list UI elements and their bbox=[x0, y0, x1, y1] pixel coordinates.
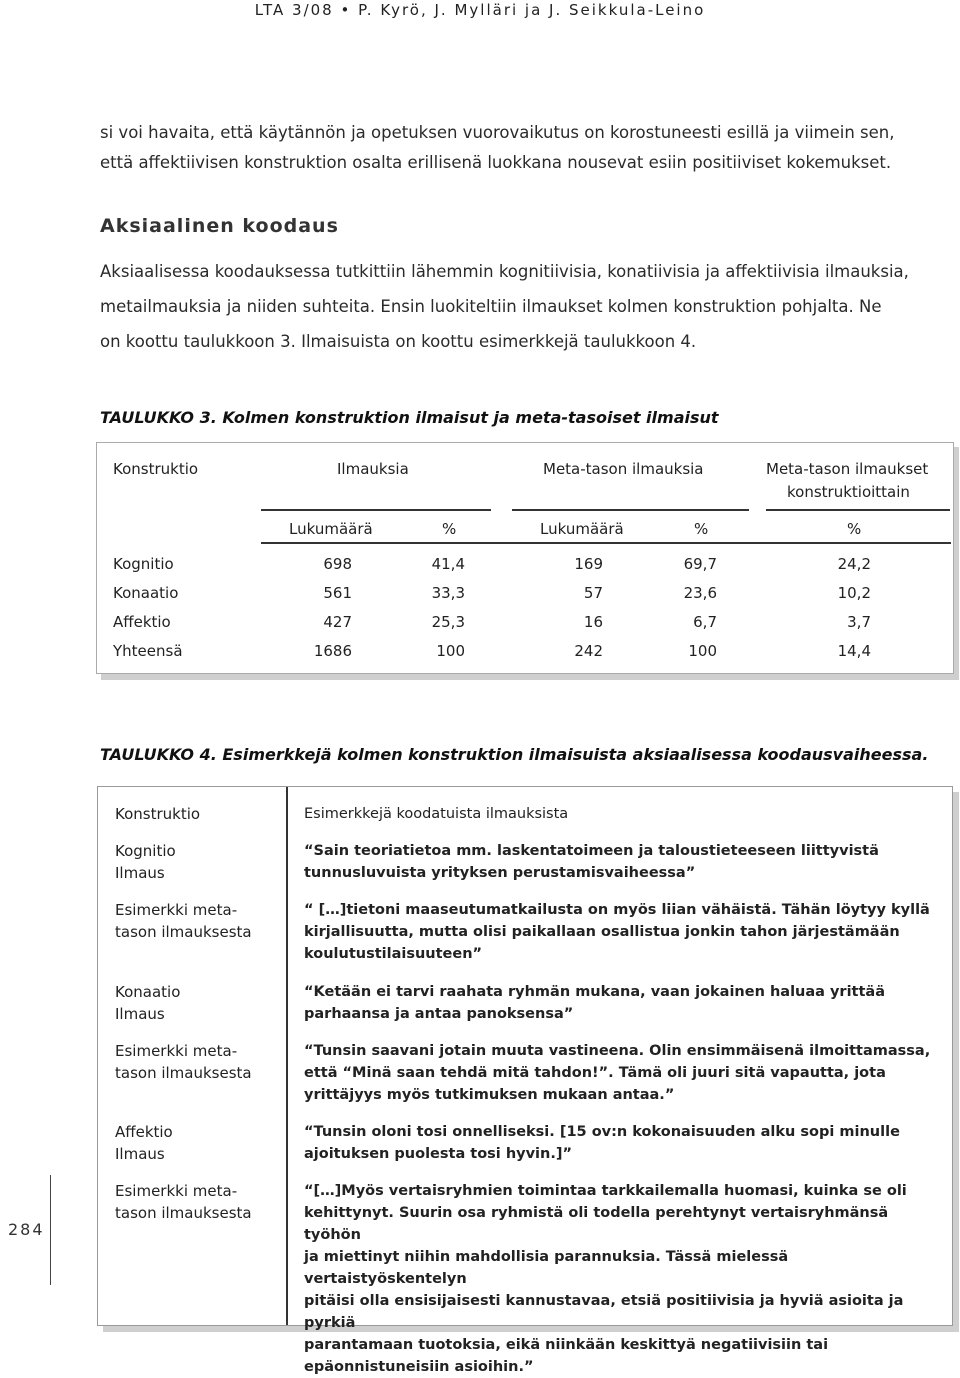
t4-label-line: Affektio bbox=[115, 1123, 173, 1141]
t4-example-line: “Tunsin saavani jotain muuta vastineena. Olin ensimmäisenä ilmoittamassa, bbox=[304, 1043, 931, 1059]
t4-row-example bbox=[304, 1121, 944, 1165]
t3-row-name: Yhteensä bbox=[113, 642, 183, 660]
t3-cell: 100 bbox=[688, 642, 717, 660]
t4-row-label bbox=[115, 981, 280, 1025]
t4-label-line: Konaatio bbox=[115, 983, 181, 1001]
table3-label: TAULUKKO 3. bbox=[100, 408, 217, 427]
t3-header-ilmauksia: Ilmauksia bbox=[337, 460, 409, 478]
t3-cell: 14,4 bbox=[837, 642, 871, 660]
t4-row-example bbox=[304, 1040, 944, 1106]
t3-header-meta-konst-2: konstruktioittain bbox=[787, 483, 910, 501]
t3-header-konstruktio: Konstruktio bbox=[113, 460, 199, 478]
t4-label-line: tason ilmauksesta bbox=[115, 1064, 252, 1082]
t3-cell: 24,2 bbox=[837, 555, 871, 573]
t4-label-line: Esimerkki meta- bbox=[115, 1182, 238, 1200]
t3-sub-pct: % bbox=[694, 520, 709, 538]
section-line: metailmauksia ja niiden suhteita. Ensin luokiteltiin ilmaukset kolmen konstruktion pohjalta. Ne bbox=[100, 297, 882, 316]
t3-header-meta-konst: Meta-tason ilmaukset bbox=[766, 460, 929, 478]
t4-example-line: tunnusluvuista yrityksen perustamisvaiheessa” bbox=[304, 865, 696, 881]
t3-cell: 69,7 bbox=[683, 555, 717, 573]
t4-label-line: Ilmaus bbox=[115, 1145, 165, 1163]
t3-row-name: Affektio bbox=[113, 613, 171, 631]
table3 bbox=[96, 442, 954, 674]
section-line: Aksiaalisessa koodauksessa tutkittiin lähemmin kognitiivisia, konatiivisia ja affektiivisia ilmauksia, bbox=[100, 262, 909, 281]
t3-header-meta: Meta-tason ilmauksia bbox=[543, 460, 704, 478]
intro-line: että affektiivisen konstruktion osalta erillisenä luokkana nousevat esiin positiiviset kokemukset. bbox=[100, 153, 892, 172]
t4-row-example bbox=[304, 840, 944, 884]
t3-cell: 25,3 bbox=[431, 613, 465, 631]
t3-cell: 427 bbox=[323, 613, 352, 631]
t4-label-line: tason ilmauksesta bbox=[115, 1204, 252, 1222]
t3-rule bbox=[261, 542, 951, 544]
t4-example-line: pitäisi olla ensisijaisesti kannustavaa, etsiä positiivisia ja hyviä asioita ja pyrkiä bbox=[304, 1293, 904, 1331]
intro-line: si voi havaita, että käytännön ja opetuksen vuorovaikutus on korostuneesti esillä ja viimein sen, bbox=[100, 123, 895, 142]
t3-sub-pct: % bbox=[442, 520, 457, 538]
t3-cell: 242 bbox=[574, 642, 603, 660]
t3-cell: 41,4 bbox=[431, 555, 465, 573]
t3-cell: 169 bbox=[574, 555, 603, 573]
t4-example-line: ajoituksen puolesta tosi hyvin.]” bbox=[304, 1146, 573, 1162]
t4-example-line: parantamaan tuotoksia, eikä niinkään keskittyä negatiivisiin tai bbox=[304, 1337, 829, 1353]
t3-rule bbox=[512, 509, 749, 511]
table4-caption bbox=[100, 745, 928, 764]
t3-cell: 561 bbox=[323, 584, 352, 602]
t4-example-line: “Tunsin oloni tosi onnelliseksi. [15 ov:n kokonaisuuden alku sopi minulle bbox=[304, 1124, 900, 1140]
t4-row-label bbox=[115, 840, 280, 884]
t4-example-line: että “Minä saan tehdä mitä tahdon!”. Tämä oli juuri sitä vapautta, jota bbox=[304, 1065, 886, 1081]
table3-caption bbox=[100, 408, 719, 427]
t4-row-label bbox=[115, 1180, 280, 1224]
section-heading: Aksiaalinen koodaus bbox=[100, 215, 339, 237]
page-number-rule bbox=[50, 1175, 51, 1285]
t4-example-line: epäonnistuneisiin asioihin.” bbox=[304, 1359, 534, 1375]
t3-row-name: Konaatio bbox=[113, 584, 179, 602]
t4-example-line: “[…]Myös vertaisryhmien toimintaa tarkkailemalla huomasi, kuinka se oli bbox=[304, 1183, 907, 1199]
t4-example-line: ja miettinyt niihin mahdollisia parannuksia. Tässä mielessä vertaistyöskentelyn bbox=[304, 1249, 789, 1287]
t4-row-example bbox=[304, 981, 944, 1025]
t4-label-line: Esimerkki meta- bbox=[115, 1042, 238, 1060]
section-paragraph bbox=[100, 254, 958, 359]
running-header: LTA 3/08 • P. Kyrö, J. Mylläri ja J. Seikkula-Leino bbox=[254, 1, 706, 19]
page-number: 284 bbox=[8, 1220, 45, 1239]
t3-cell: 10,2 bbox=[837, 584, 871, 602]
t4-row-label bbox=[115, 1121, 280, 1165]
t4-row-label bbox=[115, 899, 280, 943]
t4-example-line: “Ketään ei tarvi raahata ryhmän mukana, vaan jokainen haluaa yrittää bbox=[304, 984, 885, 1000]
t4-example-line: parhaansa ja antaa panoksensa” bbox=[304, 1006, 574, 1022]
t4-label-line: Ilmaus bbox=[115, 864, 165, 882]
t4-col1-header: Konstruktio bbox=[115, 805, 201, 823]
t4-example-line: “Sain teoriatietoa mm. laskentatoimeen ja taloustieteeseen liittyvistä bbox=[304, 843, 879, 859]
intro-paragraph bbox=[100, 118, 958, 178]
t4-label-line: Ilmaus bbox=[115, 1005, 165, 1023]
t3-sub-lukumaara: Lukumäärä bbox=[540, 520, 624, 538]
t4-example-line: yrittäjyys myös tutkimuksen mukaan antaa.” bbox=[304, 1087, 675, 1103]
t4-label-line: tason ilmauksesta bbox=[115, 923, 252, 941]
t3-cell: 6,7 bbox=[693, 613, 717, 631]
t3-cell: 100 bbox=[436, 642, 465, 660]
t4-label-line: Kognitio bbox=[115, 842, 176, 860]
t4-row-example bbox=[304, 1180, 944, 1378]
t4-example-line: kehittynyt. Suurin osa ryhmistä oli todella perehtynyt vertaisryhmänsä työhön bbox=[304, 1205, 889, 1243]
t3-row-name: Kognitio bbox=[113, 555, 174, 573]
t3-cell: 57 bbox=[583, 584, 603, 602]
t3-cell: 23,6 bbox=[683, 584, 717, 602]
table4-title: Esimerkkejä kolmen konstruktion ilmaisuista aksiaalisessa koodausvaiheessa. bbox=[222, 745, 929, 764]
t3-sub-lukumaara: Lukumäärä bbox=[289, 520, 373, 538]
t3-cell: 698 bbox=[323, 555, 352, 573]
t3-rule bbox=[766, 509, 950, 511]
t4-example-line: koulutustilaisuuteen” bbox=[304, 946, 483, 962]
t4-example-line: “ […]tietoni maaseutumatkailusta on myös liian vähäistä. Tähän löytyy kyllä bbox=[304, 902, 930, 918]
t4-row-label bbox=[115, 1040, 280, 1084]
table3-title: Kolmen konstruktion ilmaisut ja meta-tasoiset ilmaisut bbox=[222, 408, 719, 427]
t3-sub-pct: % bbox=[847, 520, 862, 538]
t4-label-line: Esimerkki meta- bbox=[115, 901, 238, 919]
t3-cell: 16 bbox=[583, 613, 603, 631]
t3-rule bbox=[261, 509, 491, 511]
t3-cell: 33,3 bbox=[431, 584, 465, 602]
t3-cell: 3,7 bbox=[847, 613, 871, 631]
table4 bbox=[97, 786, 953, 1375]
t4-col2-header: Esimerkkejä koodatuista ilmauksista bbox=[304, 806, 569, 822]
t4-example-line: kirjallisuutta, mutta olisi paikallaan osallistua jonkin tahon järjestämään bbox=[304, 924, 900, 940]
t4-divider bbox=[286, 787, 288, 1325]
section-line: on koottu taulukkoon 3. Ilmaisuista on koottu esimerkkejä taulukkoon 4. bbox=[100, 332, 697, 351]
table4-label: TAULUKKO 4. bbox=[100, 745, 217, 764]
t3-cell: 1686 bbox=[313, 642, 352, 660]
t4-row-example bbox=[304, 899, 944, 965]
